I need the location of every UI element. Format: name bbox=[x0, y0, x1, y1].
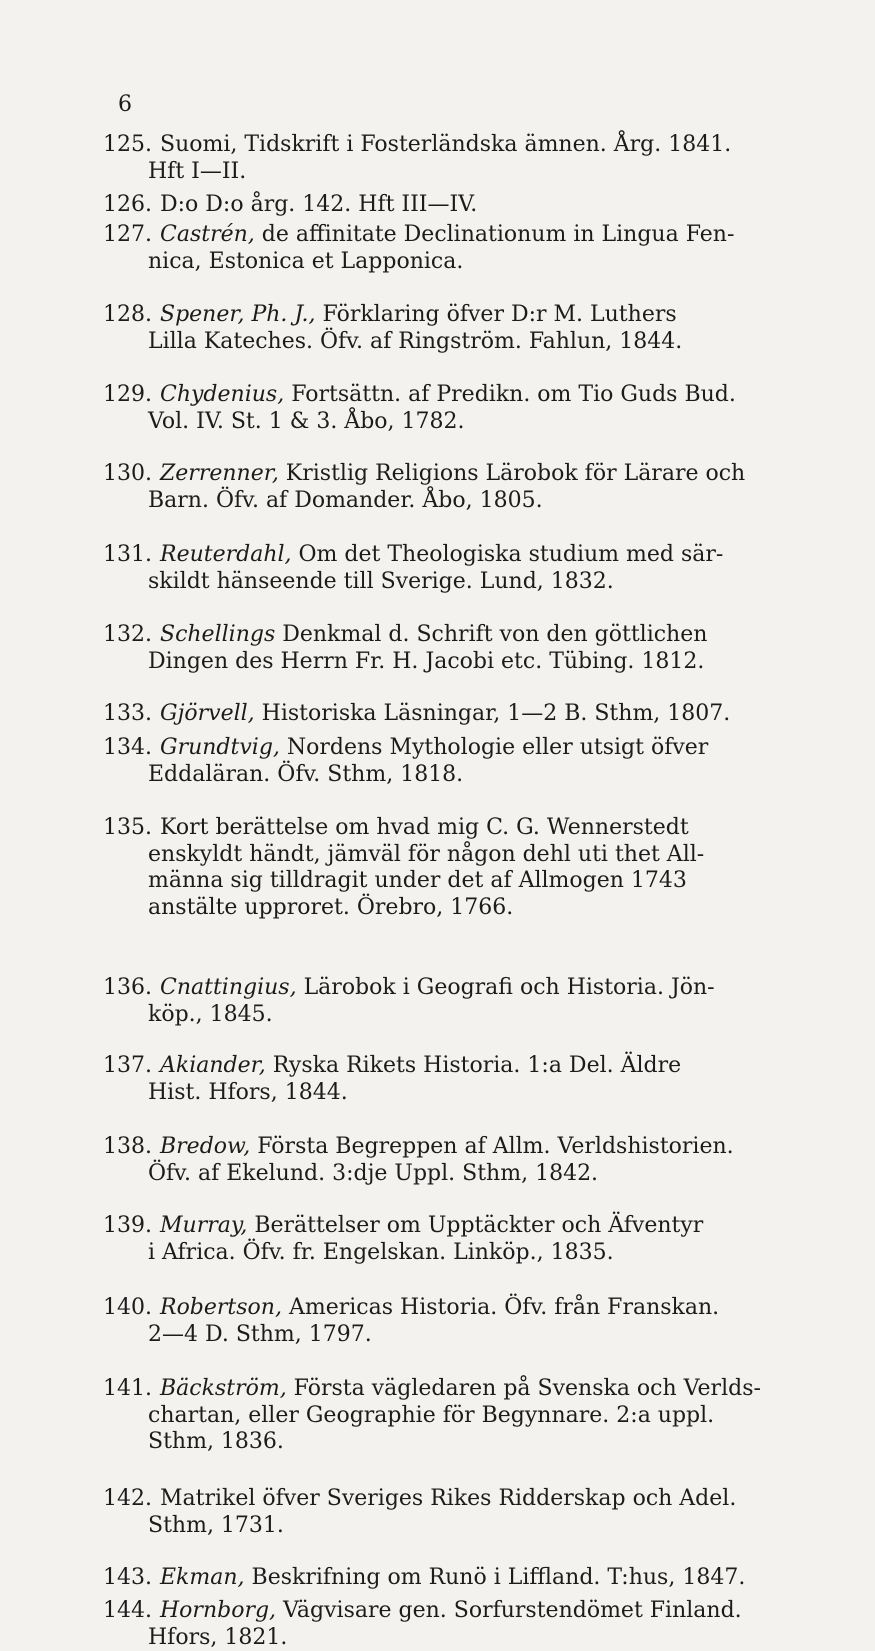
entry-continuation-line bbox=[148, 1625, 287, 1651]
entry-text: 2—4 D. Sthm, 1797. bbox=[148, 1321, 372, 1347]
entry-number: 130. bbox=[103, 461, 152, 486]
entry-first-line bbox=[160, 382, 736, 408]
entry-text: nica, Estonica et Lapponica. bbox=[148, 248, 464, 274]
entry-first-line bbox=[160, 1134, 734, 1160]
entry-first-line bbox=[160, 1376, 761, 1402]
entry-first-line bbox=[160, 622, 707, 648]
entry-author: Bäckström, bbox=[160, 1376, 287, 1401]
entry-author: Akiander, bbox=[160, 1053, 266, 1078]
entry-text: männa sig tilldragit under det af Allmogen 1743 bbox=[148, 868, 687, 894]
entry-first-line bbox=[160, 1295, 719, 1321]
entry-first-line bbox=[160, 1213, 703, 1239]
entry-continuation-line bbox=[148, 649, 704, 675]
entry-author: Castrén, bbox=[160, 222, 255, 247]
entry-text: Barn. Öfv. af Domander. Åbo, 1805. bbox=[148, 487, 543, 513]
entry-continuation-line bbox=[148, 842, 704, 868]
entry-first-line bbox=[160, 192, 477, 218]
entry-author: Reuterdahl, bbox=[160, 542, 292, 567]
entry-text: Första Begreppen af Allm. Verldshistorien. bbox=[250, 1134, 734, 1159]
entry-continuation-line bbox=[148, 762, 463, 788]
entry-text: Suomi, Tidskrift i Fosterländska ämnen. Årg. 1841. bbox=[160, 132, 732, 157]
entry-text: Fortsättn. af Predikn. om Tio Guds Bud. bbox=[284, 382, 736, 407]
entry-text: Sthm, 1836. bbox=[148, 1429, 284, 1455]
entry-continuation-line bbox=[148, 1429, 284, 1455]
entry-continuation-line bbox=[148, 1322, 372, 1348]
entry-text: Lilla Kateches. Öfv. af Ringström. Fahlun, 1844. bbox=[148, 328, 683, 354]
entry-continuation-line bbox=[148, 1080, 348, 1106]
page-number: 6 bbox=[118, 92, 132, 117]
entry-text: Ryska Rikets Historia. 1:a Del. Äldre bbox=[265, 1053, 682, 1078]
entry-text: de affinitate Declinationum in Lingua Fen- bbox=[254, 222, 735, 247]
entry-continuation-line bbox=[148, 409, 465, 435]
entry-number: 139. bbox=[103, 1213, 152, 1238]
entry-text: Americas Historia. Öfv. från Franskan. bbox=[281, 1295, 720, 1320]
entry-author: Robertson, bbox=[160, 1295, 282, 1320]
entry-number: 137. bbox=[103, 1053, 152, 1078]
entry-number: 132. bbox=[103, 622, 152, 647]
entry-number: 128. bbox=[103, 302, 152, 327]
entry-continuation-line bbox=[148, 488, 543, 514]
entry-number: 127. bbox=[103, 222, 152, 247]
entry-text: i Africa. Öfv. fr. Engelskan. Linköp., 1835. bbox=[148, 1239, 614, 1265]
entry-continuation-line bbox=[148, 1002, 273, 1028]
entry-text: Kristlig Religions Lärobok för Lärare och bbox=[278, 461, 746, 486]
entry-text: enskyldt händt, jämväl för någon dehl uti thet All- bbox=[148, 841, 705, 867]
entry-continuation-line bbox=[148, 1403, 714, 1429]
entry-continuation-line bbox=[148, 1161, 598, 1187]
entry-text: Berättelser om Upptäckter och Äfventyr bbox=[247, 1213, 704, 1238]
entry-continuation-line bbox=[148, 868, 687, 894]
entry-text: köp., 1845. bbox=[148, 1001, 273, 1027]
entry-continuation-line bbox=[148, 1513, 284, 1539]
entry-author: Ekman, bbox=[160, 1565, 245, 1590]
entry-text: Om det Theologiska studium med sär- bbox=[291, 542, 724, 567]
entry-text: Beskrifning om Runö i Liffland. T:hus, 1847. bbox=[244, 1565, 746, 1590]
entry-number: 136. bbox=[103, 975, 152, 1000]
entry-text: chartan, eller Geographie för Begynnare. 2:a uppl. bbox=[148, 1402, 715, 1428]
entry-number: 126. bbox=[103, 192, 152, 217]
entry-author: Hornborg, bbox=[160, 1598, 277, 1623]
entry-text: Sthm, 1731. bbox=[148, 1512, 284, 1538]
entry-first-line bbox=[160, 1053, 681, 1079]
entry-text: Matrikel öfver Sveriges Rikes Ridderskap och Adel. bbox=[160, 1486, 737, 1511]
entry-text: Lärobok i Geografi och Historia. Jön- bbox=[296, 975, 715, 1000]
entry-number: 133. bbox=[103, 701, 152, 726]
entry-text: Första vägledaren på Svenska och Verlds- bbox=[286, 1376, 761, 1401]
entry-number: 129. bbox=[103, 382, 152, 407]
entry-text: skildt hänseende till Sverige. Lund, 1832. bbox=[148, 568, 614, 594]
entry-number: 131. bbox=[103, 542, 152, 567]
entry-number: 138. bbox=[103, 1134, 152, 1159]
entry-author: Spener, Ph. J., bbox=[160, 302, 316, 327]
entry-author: Bredow, bbox=[160, 1134, 251, 1159]
entry-number: 142. bbox=[103, 1486, 152, 1511]
entry-author: Schellings bbox=[160, 622, 276, 647]
entry-first-line bbox=[160, 815, 689, 841]
entry-number: 135. bbox=[103, 815, 152, 840]
entry-author: Murray, bbox=[160, 1213, 248, 1238]
entry-text: Hfors, 1821. bbox=[148, 1624, 288, 1650]
entry-author: Gjörvell, bbox=[160, 701, 255, 726]
entry-first-line bbox=[160, 132, 731, 158]
entry-number: 144. bbox=[103, 1598, 152, 1623]
entry-text: Historiska Läsningar, 1—2 B. Sthm, 1807. bbox=[254, 701, 731, 726]
entry-number: 141. bbox=[103, 1376, 152, 1401]
entry-first-line bbox=[160, 701, 730, 727]
entry-author: Chydenius, bbox=[160, 382, 285, 407]
entry-author: Grundtvig, bbox=[160, 735, 280, 760]
entry-number: 125. bbox=[103, 132, 152, 157]
entry-text: Vol. IV. St. 1 & 3. Åbo, 1782. bbox=[148, 408, 465, 434]
entry-first-line bbox=[160, 975, 715, 1001]
entry-first-line bbox=[160, 542, 723, 568]
entry-first-line bbox=[160, 461, 745, 487]
entry-continuation-line bbox=[148, 329, 682, 355]
entry-text: Dingen des Herrn Fr. H. Jacobi etc. Tübing. 1812. bbox=[148, 648, 705, 674]
entry-continuation-line bbox=[148, 569, 614, 595]
entry-text: Kort berättelse om hvad mig C. G. Wennerstedt bbox=[160, 815, 689, 840]
entry-number: 140. bbox=[103, 1295, 152, 1320]
entry-first-line bbox=[160, 1486, 736, 1512]
entry-text: Eddaläran. Öfv. Sthm, 1818. bbox=[148, 761, 464, 787]
entry-number: 134. bbox=[103, 735, 152, 760]
entry-text: Denkmal d. Schrift von den göttlichen bbox=[275, 622, 708, 647]
entry-text: Vägvisare gen. Sorfurstendömet Finland. bbox=[276, 1598, 742, 1623]
entry-first-line bbox=[160, 1598, 742, 1624]
entry-text: Öfv. af Ekelund. 3:dje Uppl. Sthm, 1842. bbox=[148, 1160, 599, 1186]
entry-first-line bbox=[160, 735, 708, 761]
entry-text: Förklaring öfver D:r M. Luthers bbox=[315, 302, 677, 327]
entry-continuation-line bbox=[148, 159, 246, 185]
entry-text: Hist. Hfors, 1844. bbox=[148, 1079, 348, 1105]
entry-continuation-line bbox=[148, 895, 513, 921]
entry-number: 143. bbox=[103, 1565, 152, 1590]
entry-text: anstälte upproret. Örebro, 1766. bbox=[148, 895, 514, 921]
entry-first-line bbox=[160, 302, 677, 328]
entry-text: Hft I—II. bbox=[148, 158, 247, 184]
entry-first-line bbox=[160, 222, 734, 248]
entry-continuation-line bbox=[148, 249, 463, 275]
entry-author: Cnattingius, bbox=[160, 975, 297, 1000]
entry-continuation-line bbox=[148, 1240, 614, 1266]
entry-author: Zerrenner, bbox=[160, 461, 279, 486]
entry-text: Nordens Mythologie eller utsigt öfver bbox=[279, 735, 709, 760]
entry-first-line bbox=[160, 1565, 745, 1591]
entry-text: D:o D:o årg. 142. Hft III—IV. bbox=[160, 192, 478, 217]
